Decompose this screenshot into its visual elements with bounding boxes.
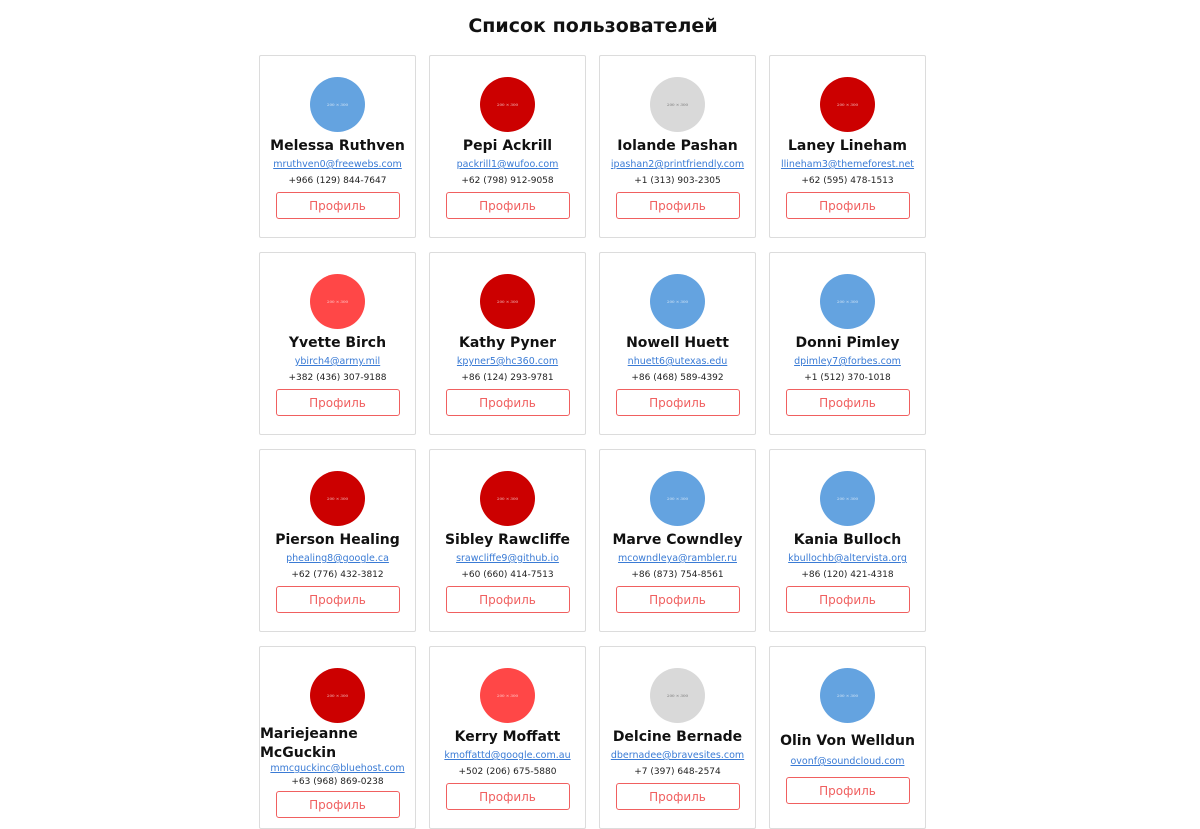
profile-button[interactable]: Профиль bbox=[276, 586, 400, 613]
user-email-link[interactable]: mmcguckinc@bluehost.com bbox=[270, 763, 405, 774]
user-card bbox=[769, 252, 926, 435]
user-email-link[interactable]: ovonf@soundcloud.com bbox=[790, 756, 905, 767]
user-phone: +86 (120) 421-4318 bbox=[801, 570, 894, 580]
user-card bbox=[259, 55, 416, 238]
user-card bbox=[599, 646, 756, 829]
user-name: Yvette Birch bbox=[288, 335, 387, 351]
user-name: Kerry Moffatt bbox=[454, 729, 561, 745]
profile-button[interactable]: Профиль bbox=[446, 389, 570, 416]
page-title: Список пользователей bbox=[468, 15, 718, 37]
user-phone: +86 (873) 754-8561 bbox=[631, 570, 724, 580]
profile-button[interactable]: Профиль bbox=[446, 783, 570, 810]
profile-button[interactable]: Профиль bbox=[786, 777, 910, 804]
user-card bbox=[259, 449, 416, 632]
user-phone: +966 (129) 844-7647 bbox=[288, 176, 387, 186]
user-card bbox=[259, 646, 416, 829]
profile-button[interactable]: Профиль bbox=[616, 389, 740, 416]
user-name: Delcine Bernade bbox=[612, 729, 743, 745]
user-email-link[interactable]: dpimley7@forbes.com bbox=[794, 356, 901, 367]
user-grid bbox=[259, 55, 939, 829]
avatar: 200 × 300 bbox=[650, 668, 705, 723]
user-card bbox=[429, 252, 586, 435]
user-card bbox=[769, 646, 926, 829]
profile-button[interactable]: Профиль bbox=[276, 791, 400, 818]
user-email-link[interactable]: kpyner5@hc360.com bbox=[456, 356, 559, 367]
user-name: Sibley Rawcliffe bbox=[444, 532, 571, 548]
user-phone: +86 (124) 293-9781 bbox=[461, 373, 554, 383]
avatar: 200 × 300 bbox=[650, 77, 705, 132]
user-name: Laney Lineham bbox=[787, 138, 907, 154]
user-phone: +86 (468) 589-4392 bbox=[631, 373, 724, 383]
profile-button[interactable]: Профиль bbox=[446, 192, 570, 219]
profile-button[interactable]: Профиль bbox=[276, 389, 400, 416]
avatar: 200 × 300 bbox=[820, 77, 875, 132]
profile-button[interactable]: Профиль bbox=[786, 389, 910, 416]
profile-button[interactable]: Профиль bbox=[786, 192, 910, 219]
profile-button[interactable]: Профиль bbox=[276, 192, 400, 219]
user-phone: +62 (595) 478-1513 bbox=[801, 176, 894, 186]
user-name: Kathy Pyner bbox=[459, 335, 556, 351]
user-card bbox=[429, 55, 586, 238]
user-phone: +60 (660) 414-7513 bbox=[461, 570, 554, 580]
user-name: Kania Bulloch bbox=[793, 532, 902, 548]
user-email-link[interactable]: packrill1@wufoo.com bbox=[456, 159, 559, 170]
user-email-link[interactable]: ipashan2@printfriendly.com bbox=[610, 159, 745, 170]
avatar: 200 × 300 bbox=[820, 274, 875, 329]
user-name: Marve Cowndley bbox=[612, 532, 743, 548]
user-phone: +382 (436) 307-9188 bbox=[288, 373, 387, 383]
user-email-link[interactable]: mcowndleya@rambler.ru bbox=[617, 553, 737, 564]
avatar: 200 × 300 bbox=[480, 77, 535, 132]
user-email-link[interactable]: phealing8@google.ca bbox=[286, 553, 389, 564]
profile-button[interactable]: Профиль bbox=[446, 586, 570, 613]
user-card bbox=[599, 55, 756, 238]
user-card bbox=[429, 646, 586, 829]
user-email-link[interactable]: kbullochb@altervista.org bbox=[788, 553, 907, 564]
user-name: Iolande Pashan bbox=[617, 138, 738, 154]
user-email-link[interactable]: dbernadee@bravesites.com bbox=[610, 750, 745, 761]
avatar: 200 × 300 bbox=[310, 77, 365, 132]
user-name: Melessa Ruthven bbox=[270, 138, 405, 154]
user-email-link[interactable]: kmoffattd@google.com.au bbox=[444, 750, 571, 761]
avatar: 200 × 300 bbox=[310, 274, 365, 329]
avatar: 200 × 300 bbox=[310, 471, 365, 526]
profile-button[interactable]: Профиль bbox=[616, 192, 740, 219]
user-card bbox=[599, 252, 756, 435]
user-phone: +7 (397) 648-2574 bbox=[634, 767, 721, 777]
user-name: Pepi Ackrill bbox=[462, 138, 553, 154]
avatar: 200 × 300 bbox=[820, 668, 875, 723]
user-email-link[interactable]: nhuett6@utexas.edu bbox=[627, 356, 728, 367]
user-email-link[interactable]: ybirch4@army.mil bbox=[294, 356, 381, 367]
user-name: Donni Pimley bbox=[795, 335, 900, 351]
user-phone: +62 (776) 432-3812 bbox=[291, 570, 384, 580]
avatar: 200 × 300 bbox=[310, 668, 365, 723]
avatar: 200 × 300 bbox=[650, 274, 705, 329]
user-card bbox=[599, 449, 756, 632]
user-phone: +1 (313) 903-2305 bbox=[634, 176, 721, 186]
user-name: Olin Von Welldun bbox=[780, 733, 915, 749]
avatar: 200 × 300 bbox=[820, 471, 875, 526]
profile-button[interactable]: Профиль bbox=[786, 586, 910, 613]
user-phone: +502 (206) 675-5880 bbox=[458, 767, 557, 777]
user-name: Mariejeanne McGuckin bbox=[260, 726, 358, 761]
user-card bbox=[429, 449, 586, 632]
user-name: Pierson Healing bbox=[275, 532, 400, 548]
user-email-link[interactable]: srawcliffe9@github.io bbox=[456, 553, 559, 564]
user-card bbox=[259, 252, 416, 435]
user-card bbox=[769, 55, 926, 238]
profile-button[interactable]: Профиль bbox=[616, 586, 740, 613]
user-phone: +63 (968) 869-0238 bbox=[291, 777, 384, 787]
profile-button[interactable]: Профиль bbox=[616, 783, 740, 810]
user-email-link[interactable]: llineham3@themeforest.net bbox=[780, 159, 915, 170]
avatar: 200 × 300 bbox=[480, 471, 535, 526]
avatar: 200 × 300 bbox=[480, 274, 535, 329]
avatar: 200 × 300 bbox=[650, 471, 705, 526]
user-phone: +62 (798) 912-9058 bbox=[461, 176, 554, 186]
user-email-link[interactable]: mruthven0@freewebs.com bbox=[273, 159, 402, 170]
avatar: 200 × 300 bbox=[480, 668, 535, 723]
user-phone: +1 (512) 370-1018 bbox=[804, 373, 891, 383]
user-card bbox=[769, 449, 926, 632]
user-name: Nowell Huett bbox=[626, 335, 729, 351]
